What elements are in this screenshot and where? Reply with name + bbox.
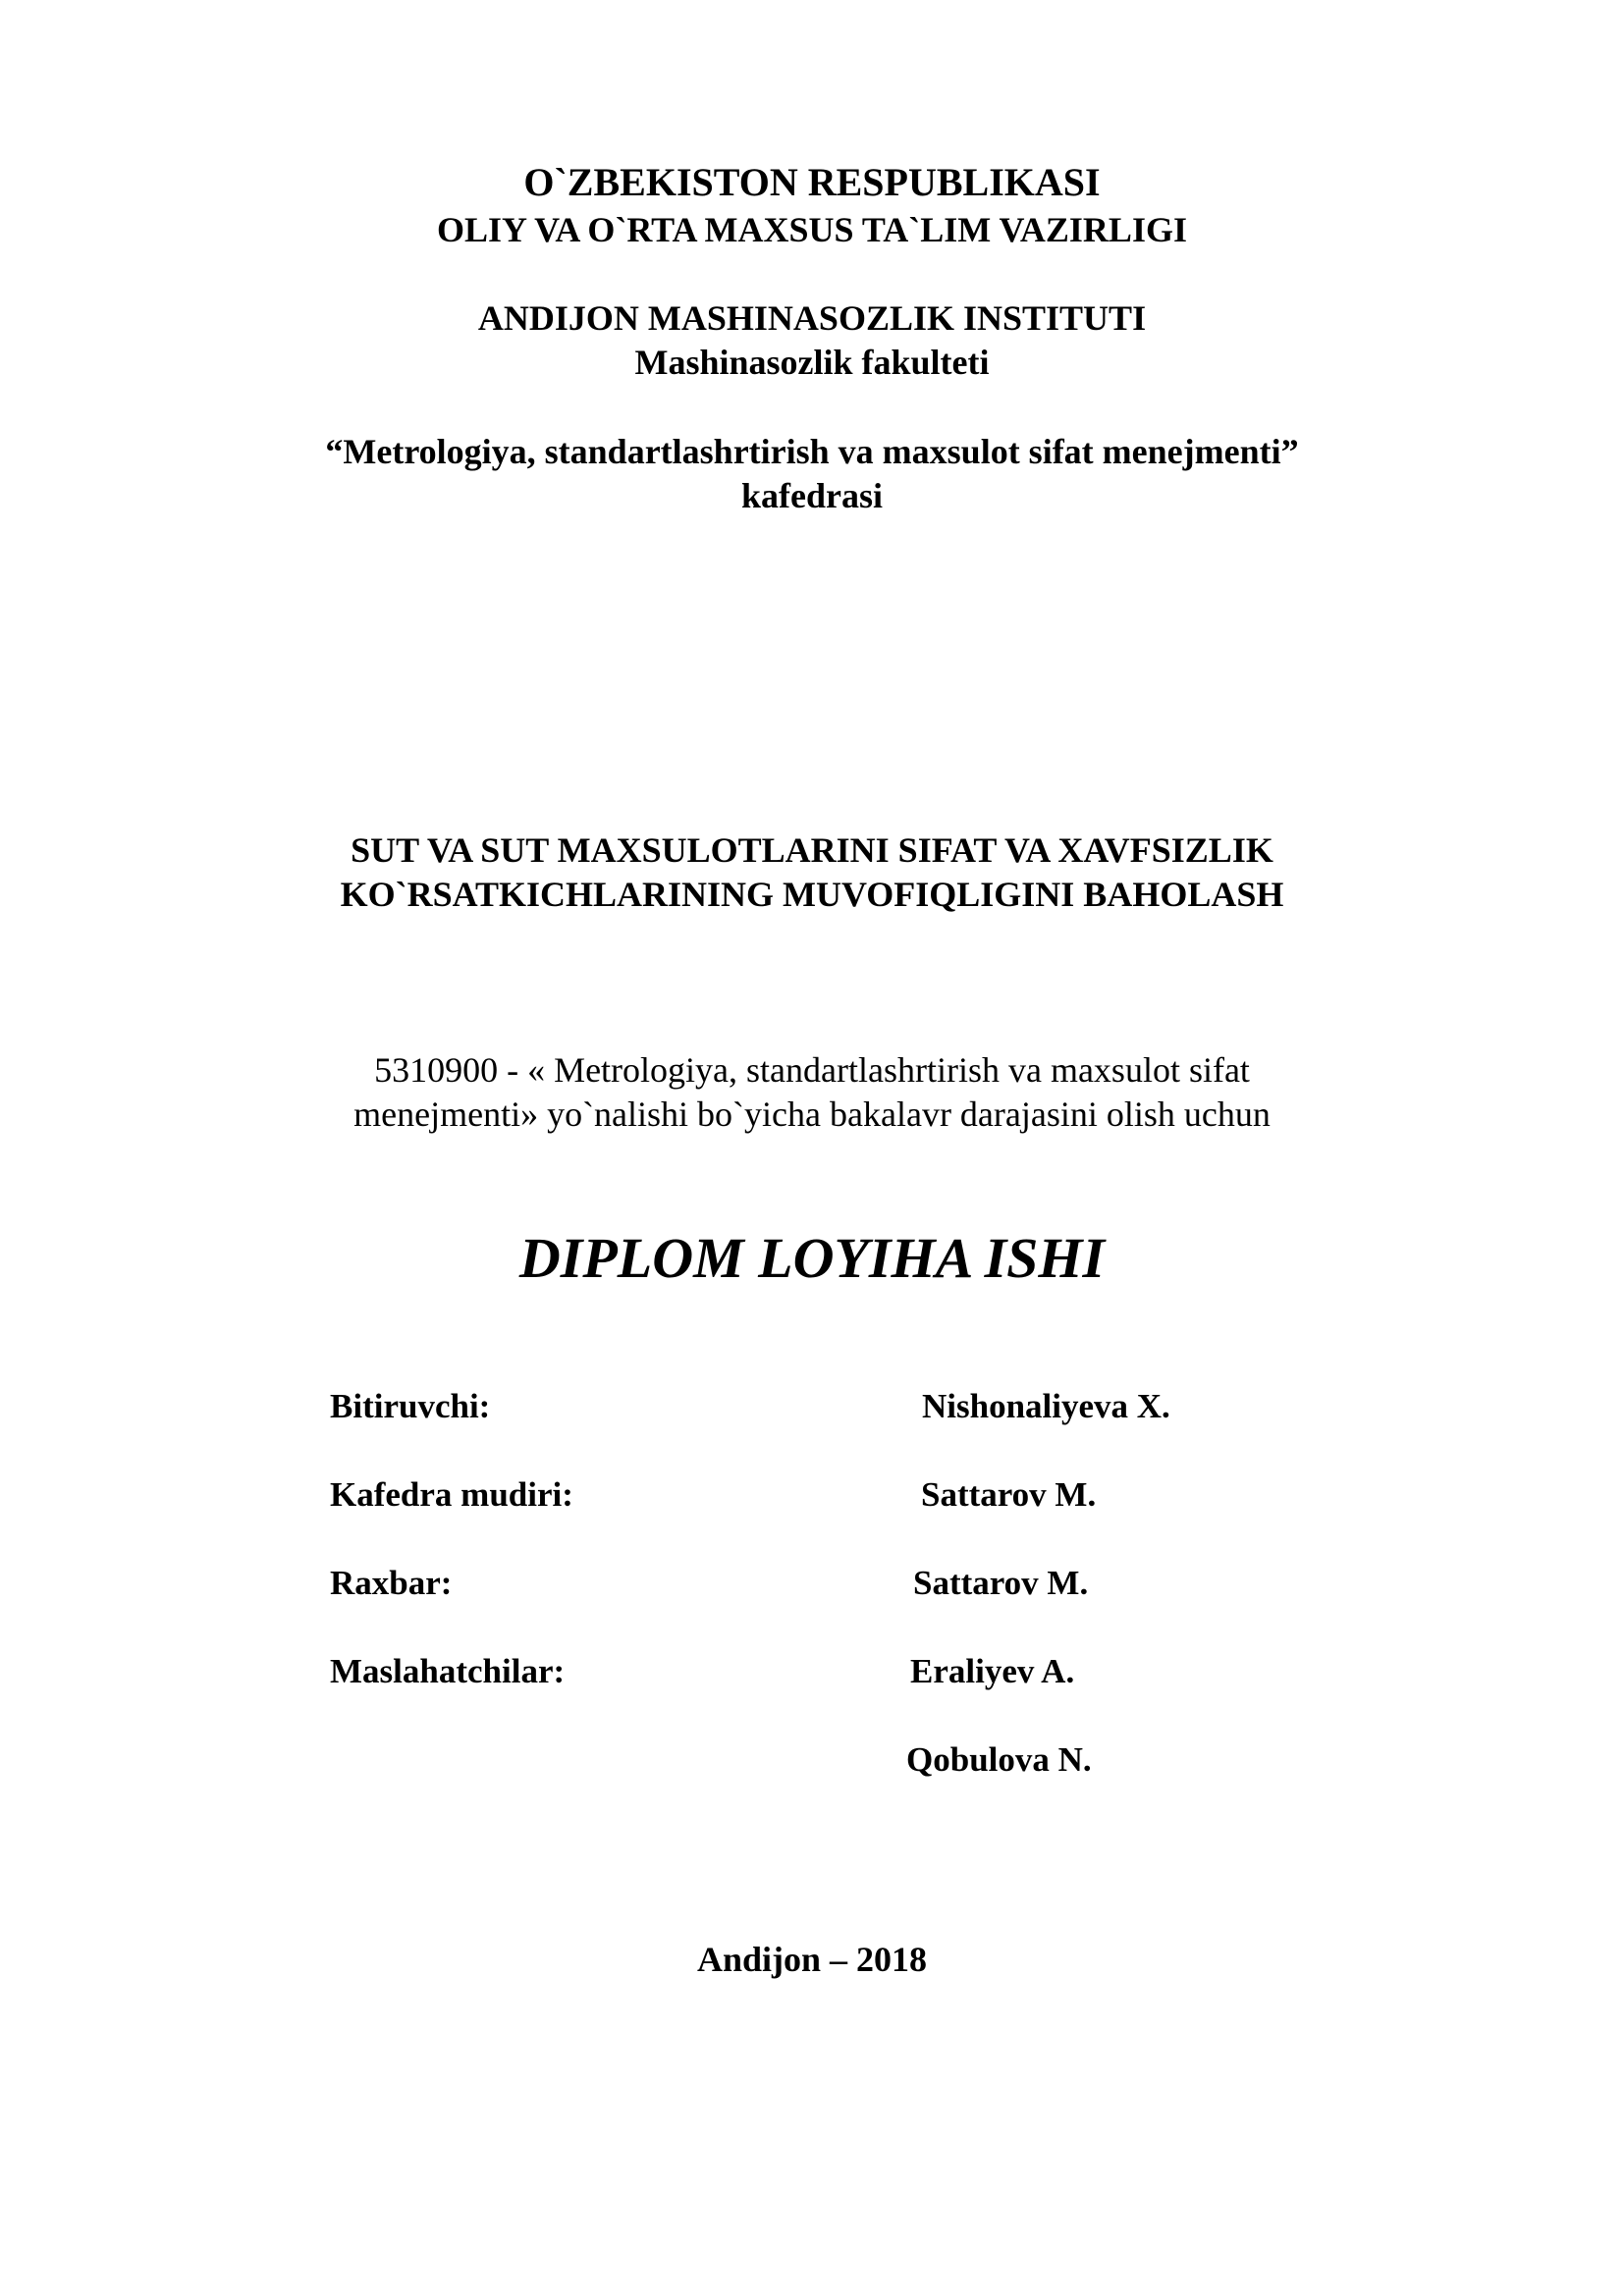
institute-heading: ANDIJON MASHINASOZLIK INSTITUTI <box>477 298 1147 338</box>
graduate-name: Nishonaliyeva X. <box>922 1387 1170 1425</box>
consultants-label: Maslahatchilar: <box>330 1652 566 1690</box>
ministry-heading: OLIY VA O`RTA MAXSUS TA`LIM VAZIRLIGI <box>437 210 1187 249</box>
consultant-name-2: Qobulova N. <box>906 1740 1092 1779</box>
republic-heading: O`ZBEKISTON RESPUBLIKASI <box>523 160 1101 204</box>
program-line-1: 5310900 - « Metrologiya, standartlashrtirish va maxsulot sifat <box>374 1050 1250 1090</box>
work-type-title: DIPLOM LOYIHA ISHI <box>518 1226 1106 1290</box>
department-name: “Metrologiya, standartlashrtirish va maxsulot sifat menejmenti” <box>325 432 1299 471</box>
program-line-2: menejmenti» yo`nalishi bo`yicha bakalavr darajasini olish uchun <box>353 1095 1271 1134</box>
faculty-heading: Mashinasozlik fakulteti <box>634 343 990 382</box>
consultant-name-1: Eraliyev A. <box>910 1652 1075 1690</box>
graduate-label: Bitiruvchi: <box>330 1387 491 1425</box>
supervisor-label: Raxbar: <box>330 1564 453 1602</box>
topic-line-2: KO`RSATKICHLARINING MUVOFIQLIGINI BAHOLASH <box>340 875 1284 914</box>
department-word: kafedrasi <box>741 476 883 515</box>
head-label: Kafedra mudiri: <box>330 1475 573 1514</box>
topic-line-1: SUT VA SUT MAXSULOTLARINI SIFAT VA XAVFSIZLIK <box>351 830 1273 870</box>
head-name: Sattarov M. <box>921 1475 1097 1514</box>
place-year: Andijon – 2018 <box>696 1940 928 1979</box>
supervisor-name: Sattarov M. <box>913 1564 1089 1602</box>
